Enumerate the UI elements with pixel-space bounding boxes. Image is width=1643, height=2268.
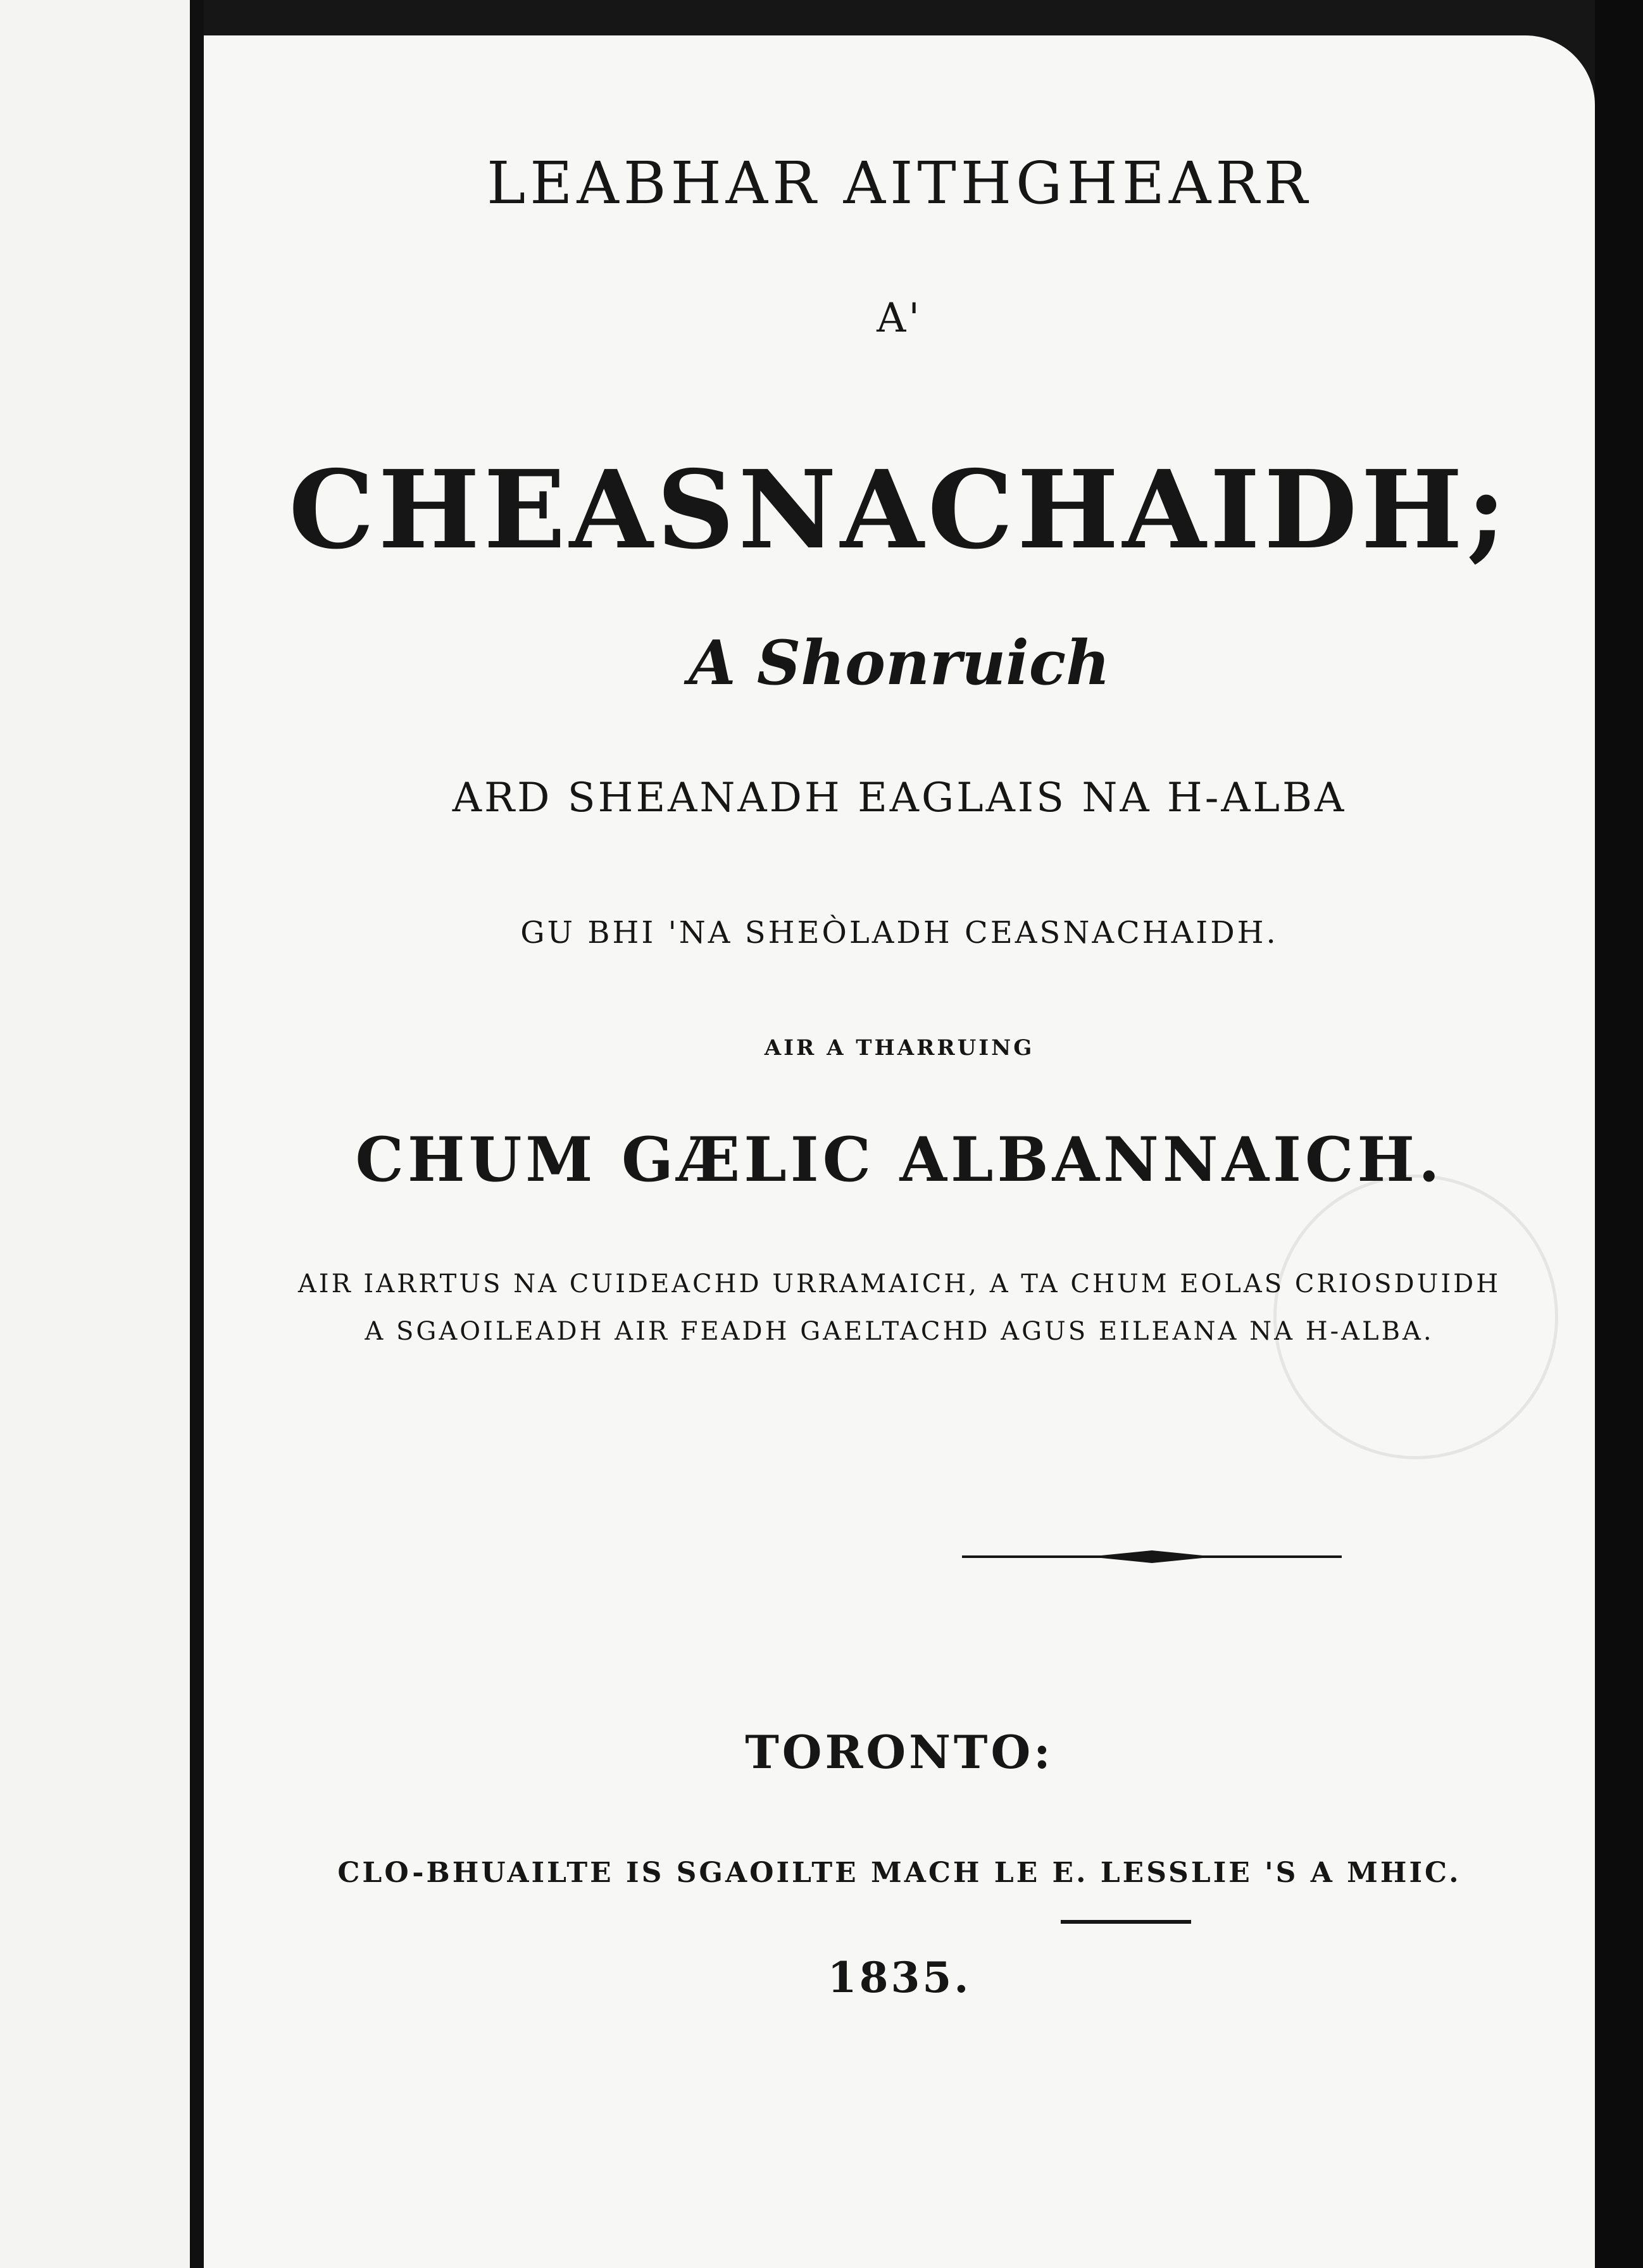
title-line-2: A' — [877, 295, 922, 342]
cover-edge — [190, 0, 204, 2268]
imprint-year: 1835. — [827, 1953, 971, 2002]
subtitle-gu: GU BHI 'NA SHEÒLADH CEASNACHAIDH. — [520, 915, 1278, 950]
left-cover-board — [0, 0, 190, 2268]
subtitle-air: AIR A THARRUING — [764, 1035, 1035, 1061]
title-line-1: LEABHAR AITHGHEARR — [487, 149, 1312, 217]
commission-line-2: A SGAOILEADH AIR FEADH GAELTACHD AGUS EILEANA NA H-ALBA. — [365, 1317, 1434, 1346]
right-shadow — [1595, 0, 1643, 2268]
title-page — [204, 35, 1595, 2268]
imprint-place: TORONTO: — [745, 1725, 1054, 1779]
subtitle-ard: ARD SHEANADH EAGLAIS NA H-ALBA — [452, 775, 1347, 821]
subtitle-chum: CHUM GÆLIC ALBANNAICH. — [355, 1124, 1444, 1195]
main-title: CHEASNACHAIDH; — [289, 447, 1510, 573]
commission-line-1: AIR IARRTUS NA CUIDEACHD URRAMAICH, A TA CHUM EOLAS CRIOSDUIDH — [297, 1269, 1501, 1299]
imprint-printer: CLO-BHUAILTE IS SGAOILTE MACH LE E. LESSLIE 'S A MHIC. — [337, 1857, 1461, 1889]
blackletter-line: A Shonruich — [689, 627, 1110, 699]
short-rule — [1061, 1920, 1191, 1924]
ornamental-rule — [962, 1549, 1342, 1564]
